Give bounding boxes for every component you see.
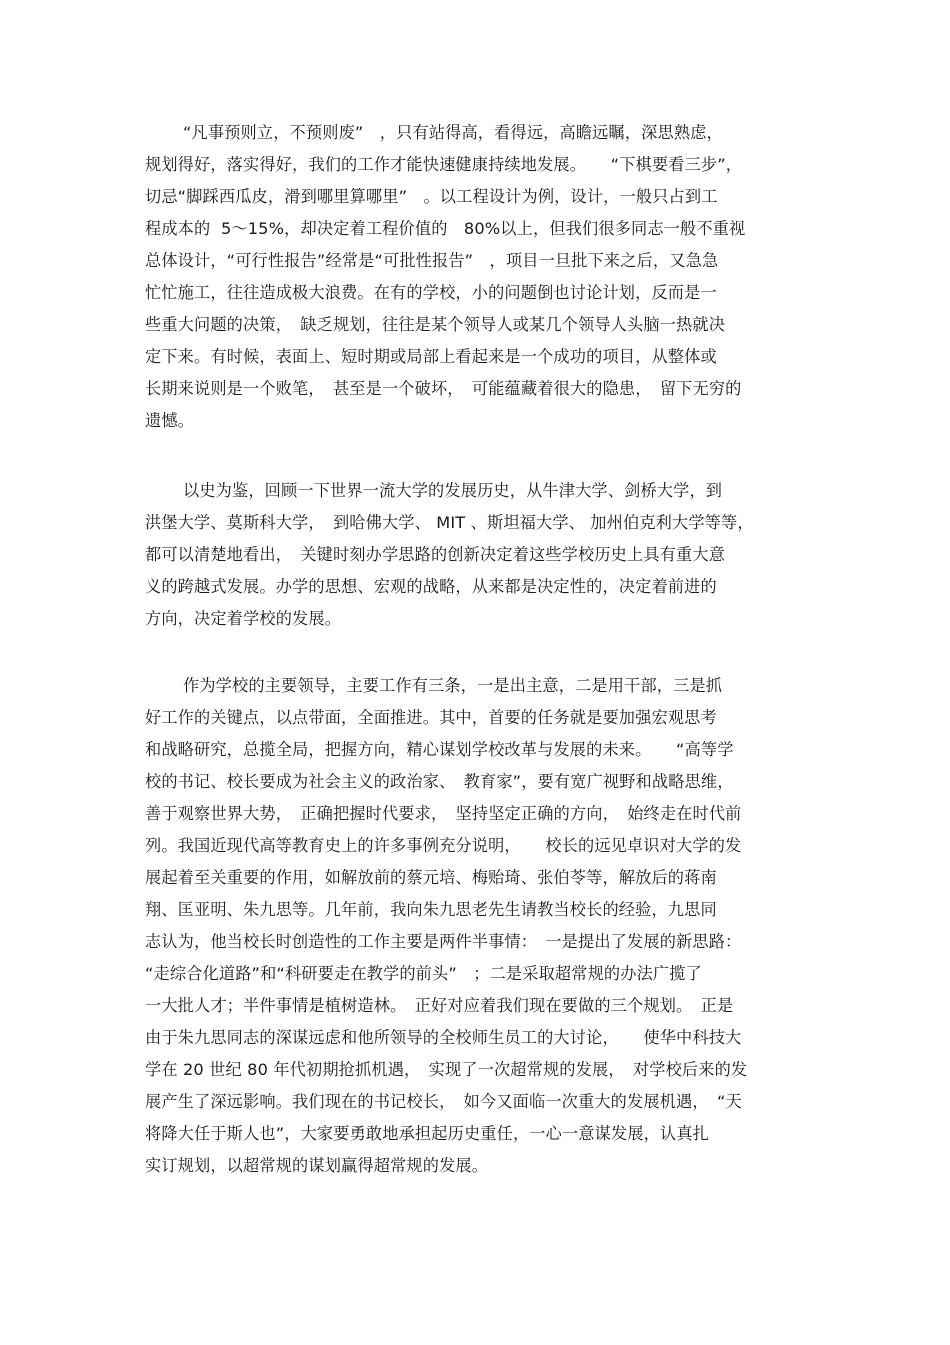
text-line: 实订规划，以超常规的谋划赢得超常规的发展。: [145, 1156, 489, 1175]
text-line: 校的书记、校长要成为社会主义的政治家、 教育家”，要有宽广视野和战略思维，: [145, 772, 734, 791]
text-line: 展产生了深远影响。我们现在的书记校长， 如今又面临一次重大的发展机遇， “天: [145, 1092, 742, 1111]
text-line: 切忌“脚踩西瓜皮，滑到哪里算哪里” 。以工程设计为例，设计，一般只占到工: [145, 187, 718, 206]
text-line: 好工作的关键点，以点带面，全面推进。其中，首要的任务就是要加强宏观思考: [145, 708, 717, 727]
text-line: 将降大任于斯人也”，大家要勇敢地承担起历史重任，一心一意谋发展，认真扎: [145, 1124, 710, 1143]
text-line: 总体设计，“可行性报告”经常是“可批性报告” ，项目一旦批下来之后，又急急: [145, 251, 719, 270]
text-line: 方向，决定着学校的发展。: [145, 609, 342, 628]
text-line: 遗憾。: [145, 411, 195, 430]
text-line: 善于观察世界大势， 正确把握时代要求， 坚持坚定正确的方向， 始终走在时代前: [145, 804, 742, 823]
text-line: 以史为鉴，回顾一下世界一流大学的发展历史，从牛津大学、剑桥大学，到: [183, 481, 723, 500]
text-line: 展起着至关重要的作用，如解放前的蔡元培、梅贻琦、张伯苓等，解放后的蒋南: [145, 868, 717, 887]
text-line: 作为学校的主要领导，主要工作有三条，一是出主意，二是用干部，三是抓: [183, 676, 723, 695]
text-line: 些重大问题的决策， 缺乏规划，往往是某个领导人或某几个领导人头脑一热就决: [145, 315, 726, 334]
text-line: 和战略研究，总揽全局，把握方向，精心谋划学校改革与发展的未来。 “高等学: [145, 740, 734, 759]
text-line: “走综合化道路”和“科研要走在教学的前头” ；二是采取超常规的办法广揽了: [145, 964, 702, 983]
text-line: 都可以清楚地看出， 关键时刻办学思路的创新决定着这些学校历史上具有重大意: [145, 545, 726, 564]
text-line: 一大批人才；半件事情是植树造林。 正好对应着我们现在要做的三个规划。 正是: [145, 996, 734, 1015]
text-line: 翔、匡亚明、朱九思等。几年前，我向朱九思老先生请教当校长的经验，九思同: [145, 900, 717, 919]
text-line: 程成本的 5～15%，却决定着工程价值的 80%以上，但我们很多同志一般不重视: [145, 219, 746, 238]
text-line: 义的跨越式发展。办学的思想、宏观的战略，从来都是决定性的，决定着前进的: [145, 577, 717, 596]
text-line: 定下来。有时候，表面上、短时期或局部上看起来是一个成功的项目，从整体或: [145, 347, 717, 366]
text-line: 忙忙施工，往往造成极大浪费。在有的学校，小的问题倒也讨论计划，反而是一: [145, 283, 717, 302]
text-line: 规划得好，落实得好，我们的工作才能快速健康持续地发展。 “下棋要看三步”，: [145, 155, 743, 174]
text-line: 长期来说则是一个败笔， 甚至是一个破坏， 可能蕴藏着很大的隐患， 留下无穷的: [145, 379, 742, 398]
text-line: 志认为，他当校长时创造性的工作主要是两件半事情： 一是提出了发展的新思路：: [145, 932, 742, 951]
text-line: 由于朱九思同志的深谋远虑和他所领导的全校师生员工的大讨论， 使华中科技大: [145, 1028, 742, 1047]
text-line: “凡事预则立，不预则废” ，只有站得高，看得远，高瞻远瞩，深思熟虑，: [183, 123, 723, 142]
text-line: 列。我国近现代高等教育史上的许多事例充分说明， 校长的远见卓识对大学的发: [145, 836, 742, 855]
text-line: 学在 20 世纪 80 年代初期抢抓机遇， 实现了一次超常规的发展， 对学校后来的发: [145, 1060, 748, 1079]
text-line: 洪堡大学、莫斯科大学， 到哈佛大学、 MIT 、斯坦福大学、 加州伯克利大学等等，: [145, 513, 754, 532]
